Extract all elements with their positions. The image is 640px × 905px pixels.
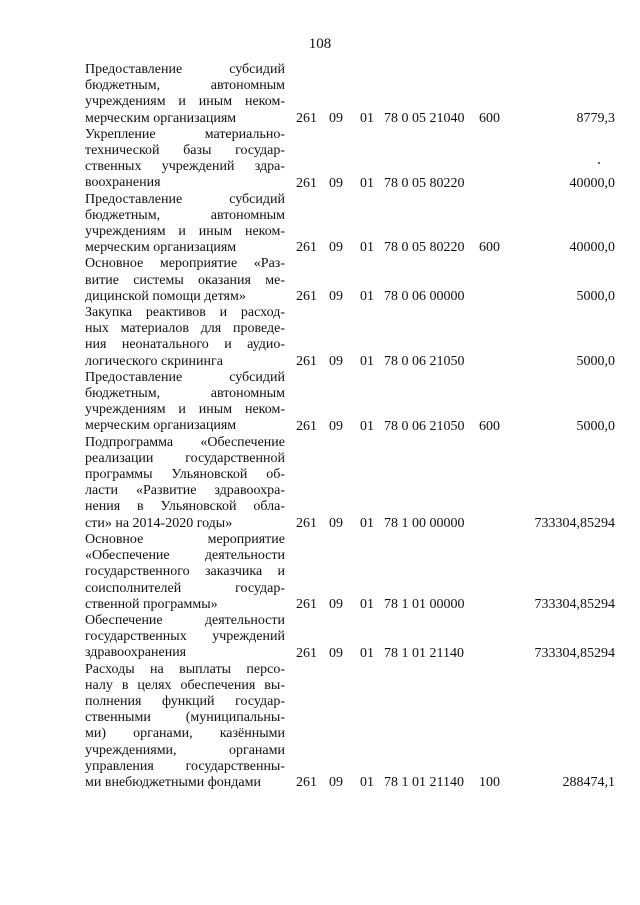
table-row [85, 256, 620, 305]
subsection-code: 01 [360, 353, 374, 369]
section-code: 09 [329, 515, 343, 531]
description-line: Предоставление субсидий [85, 191, 285, 207]
target-article-code: 78 1 00 00000 [384, 515, 465, 531]
description-line: Предоставление субсидий [85, 369, 285, 385]
row-codes [85, 240, 620, 256]
description-line: полнения функций государ- [85, 693, 285, 709]
description-line: мерческим организациям [85, 110, 237, 126]
section-code: 09 [329, 353, 343, 369]
description-line: учреждениям и иным неком- [85, 402, 285, 418]
description-line: реализации государственной [85, 450, 285, 466]
amount-value: 8779,3 [576, 110, 615, 126]
description-line: ния неонатального и аудио- [85, 337, 285, 353]
description-line: ных материалов для проведе- [85, 321, 285, 337]
target-article-code: 78 0 05 80220 [384, 175, 465, 191]
description-line: бюджетным, автономным [85, 78, 285, 94]
subsection-code: 01 [360, 110, 374, 126]
description-line: мерческим организациям [85, 418, 237, 434]
description-line: учреждениями, органами [85, 742, 285, 758]
description-line: витие системы оказания ме- [85, 272, 285, 288]
description-line: ми внебюджетными фондами [85, 774, 261, 790]
description-line: Основное мероприятие [85, 531, 285, 547]
description-line: логического скрининга [85, 353, 223, 369]
section-code: 09 [329, 775, 343, 791]
row-codes [85, 597, 620, 613]
amount-value: 5000,0 [576, 289, 615, 305]
amount-value: 40000,0 [569, 240, 615, 256]
description-line: соисполнителей государ- [85, 580, 285, 596]
target-article-code: 78 1 01 00000 [384, 596, 465, 612]
expense-type-code: 600 [479, 110, 500, 126]
description-line: управления государственны- [85, 758, 285, 774]
description-line: государственных учреждений [85, 629, 285, 645]
description-line: ственной программы» [85, 596, 218, 612]
row-codes [85, 289, 620, 305]
ministry-code: 261 [296, 175, 317, 191]
amount-value: 733304,85294 [534, 596, 615, 612]
table-row [85, 613, 620, 662]
subsection-code: 01 [360, 596, 374, 612]
target-article-code: 78 0 05 21040 [384, 110, 465, 126]
description-line: Предоставление субсидий [85, 62, 285, 77]
row-codes [85, 111, 620, 127]
row-description [85, 662, 285, 792]
row-codes [85, 646, 620, 662]
section-code: 09 [329, 240, 343, 256]
description-line: Подпрограмма «Обеспечение [85, 434, 285, 450]
description-line: ласти «Развитие здравоохра- [85, 483, 285, 499]
target-article-code: 78 1 01 21140 [384, 775, 464, 791]
amount-value: 288474,1 [562, 775, 615, 791]
amount-value: 733304,85294 [534, 515, 615, 531]
description-line: технической базы государ- [85, 143, 285, 159]
description-line: ственными (муниципальны- [85, 710, 285, 726]
subsection-code: 01 [360, 289, 374, 305]
section-code: 09 [329, 175, 343, 191]
description-line: Основное мероприятие «Раз- [85, 256, 285, 272]
ministry-code: 261 [296, 289, 317, 305]
amount-value: 733304,85294 [534, 645, 615, 661]
description-line: государственного заказчика и [85, 564, 285, 580]
description-line: Обеспечение деятельности [85, 612, 285, 628]
target-article-code: 78 0 06 21050 [384, 353, 465, 369]
table-row [85, 370, 620, 435]
expense-type-code: 600 [479, 418, 500, 434]
table-row [85, 62, 620, 127]
table-row [85, 435, 620, 532]
target-article-code: 78 1 01 21140 [384, 645, 464, 661]
description-line: здравоохранения [85, 645, 187, 661]
table-row [85, 305, 620, 370]
section-code: 09 [329, 110, 343, 126]
ministry-code: 261 [296, 418, 317, 434]
table-row [85, 127, 620, 192]
description-line: Укрепление материально- [85, 126, 285, 142]
description-line: «Обеспечение деятельности [85, 548, 285, 564]
subsection-code: 01 [360, 240, 374, 256]
section-code: 09 [329, 289, 343, 305]
ministry-code: 261 [296, 110, 317, 126]
section-code: 09 [329, 596, 343, 612]
description-line: воохранения [85, 175, 161, 191]
subsection-code: 01 [360, 645, 374, 661]
description-line: ми) органами, казёнными [85, 726, 285, 742]
ministry-code: 261 [296, 240, 317, 256]
target-article-code: 78 0 05 80220 [384, 240, 465, 256]
description-line: Закупка реактивов и расход- [85, 305, 285, 321]
row-codes [85, 419, 620, 435]
description-line: ственных учреждений здра- [85, 159, 285, 175]
description-line: мерческим организациям [85, 240, 237, 256]
subsection-code: 01 [360, 175, 374, 191]
table-row [85, 662, 620, 792]
ministry-code: 261 [296, 353, 317, 369]
description-line: налу в целях обеспечения вы- [85, 677, 285, 693]
section-code: 09 [329, 645, 343, 661]
target-article-code: 78 0 06 21050 [384, 418, 465, 434]
ministry-code: 261 [296, 775, 317, 791]
table-row [85, 192, 620, 257]
description-line: нения в Ульяновской обла- [85, 499, 285, 515]
row-codes [85, 176, 620, 192]
subsection-code: 01 [360, 418, 374, 434]
row-codes [85, 775, 620, 791]
section-code: 09 [329, 418, 343, 434]
row-codes [85, 516, 620, 532]
amount-value: 5000,0 [576, 353, 615, 369]
row-codes [85, 354, 620, 370]
description-line: сти» на 2014-2020 годы» [85, 515, 233, 531]
amount-value: 40000,0 [569, 175, 615, 191]
ministry-code: 261 [296, 515, 317, 531]
expense-type-code: 600 [479, 240, 500, 256]
description-line: программы Ульяновской об- [85, 467, 285, 483]
description-line: бюджетным, автономным [85, 207, 285, 223]
budget-table [85, 62, 620, 791]
table-row [85, 532, 620, 613]
description-line: учреждениям и иным неком- [85, 224, 285, 240]
amount-value: 5000,0 [576, 418, 615, 434]
subsection-code: 01 [360, 775, 374, 791]
expense-type-code: 100 [479, 775, 500, 791]
target-article-code: 78 0 06 00000 [384, 289, 465, 305]
description-line: учреждениям и иным неком- [85, 94, 285, 110]
description-line: Расходы на выплаты персо- [85, 661, 285, 677]
description-line: бюджетным, автономным [85, 386, 285, 402]
description-line: дицинской помощи детям» [85, 288, 246, 304]
page-number: 108 [308, 36, 332, 52]
subsection-code: 01 [360, 515, 374, 531]
ministry-code: 261 [296, 645, 317, 661]
ministry-code: 261 [296, 596, 317, 612]
